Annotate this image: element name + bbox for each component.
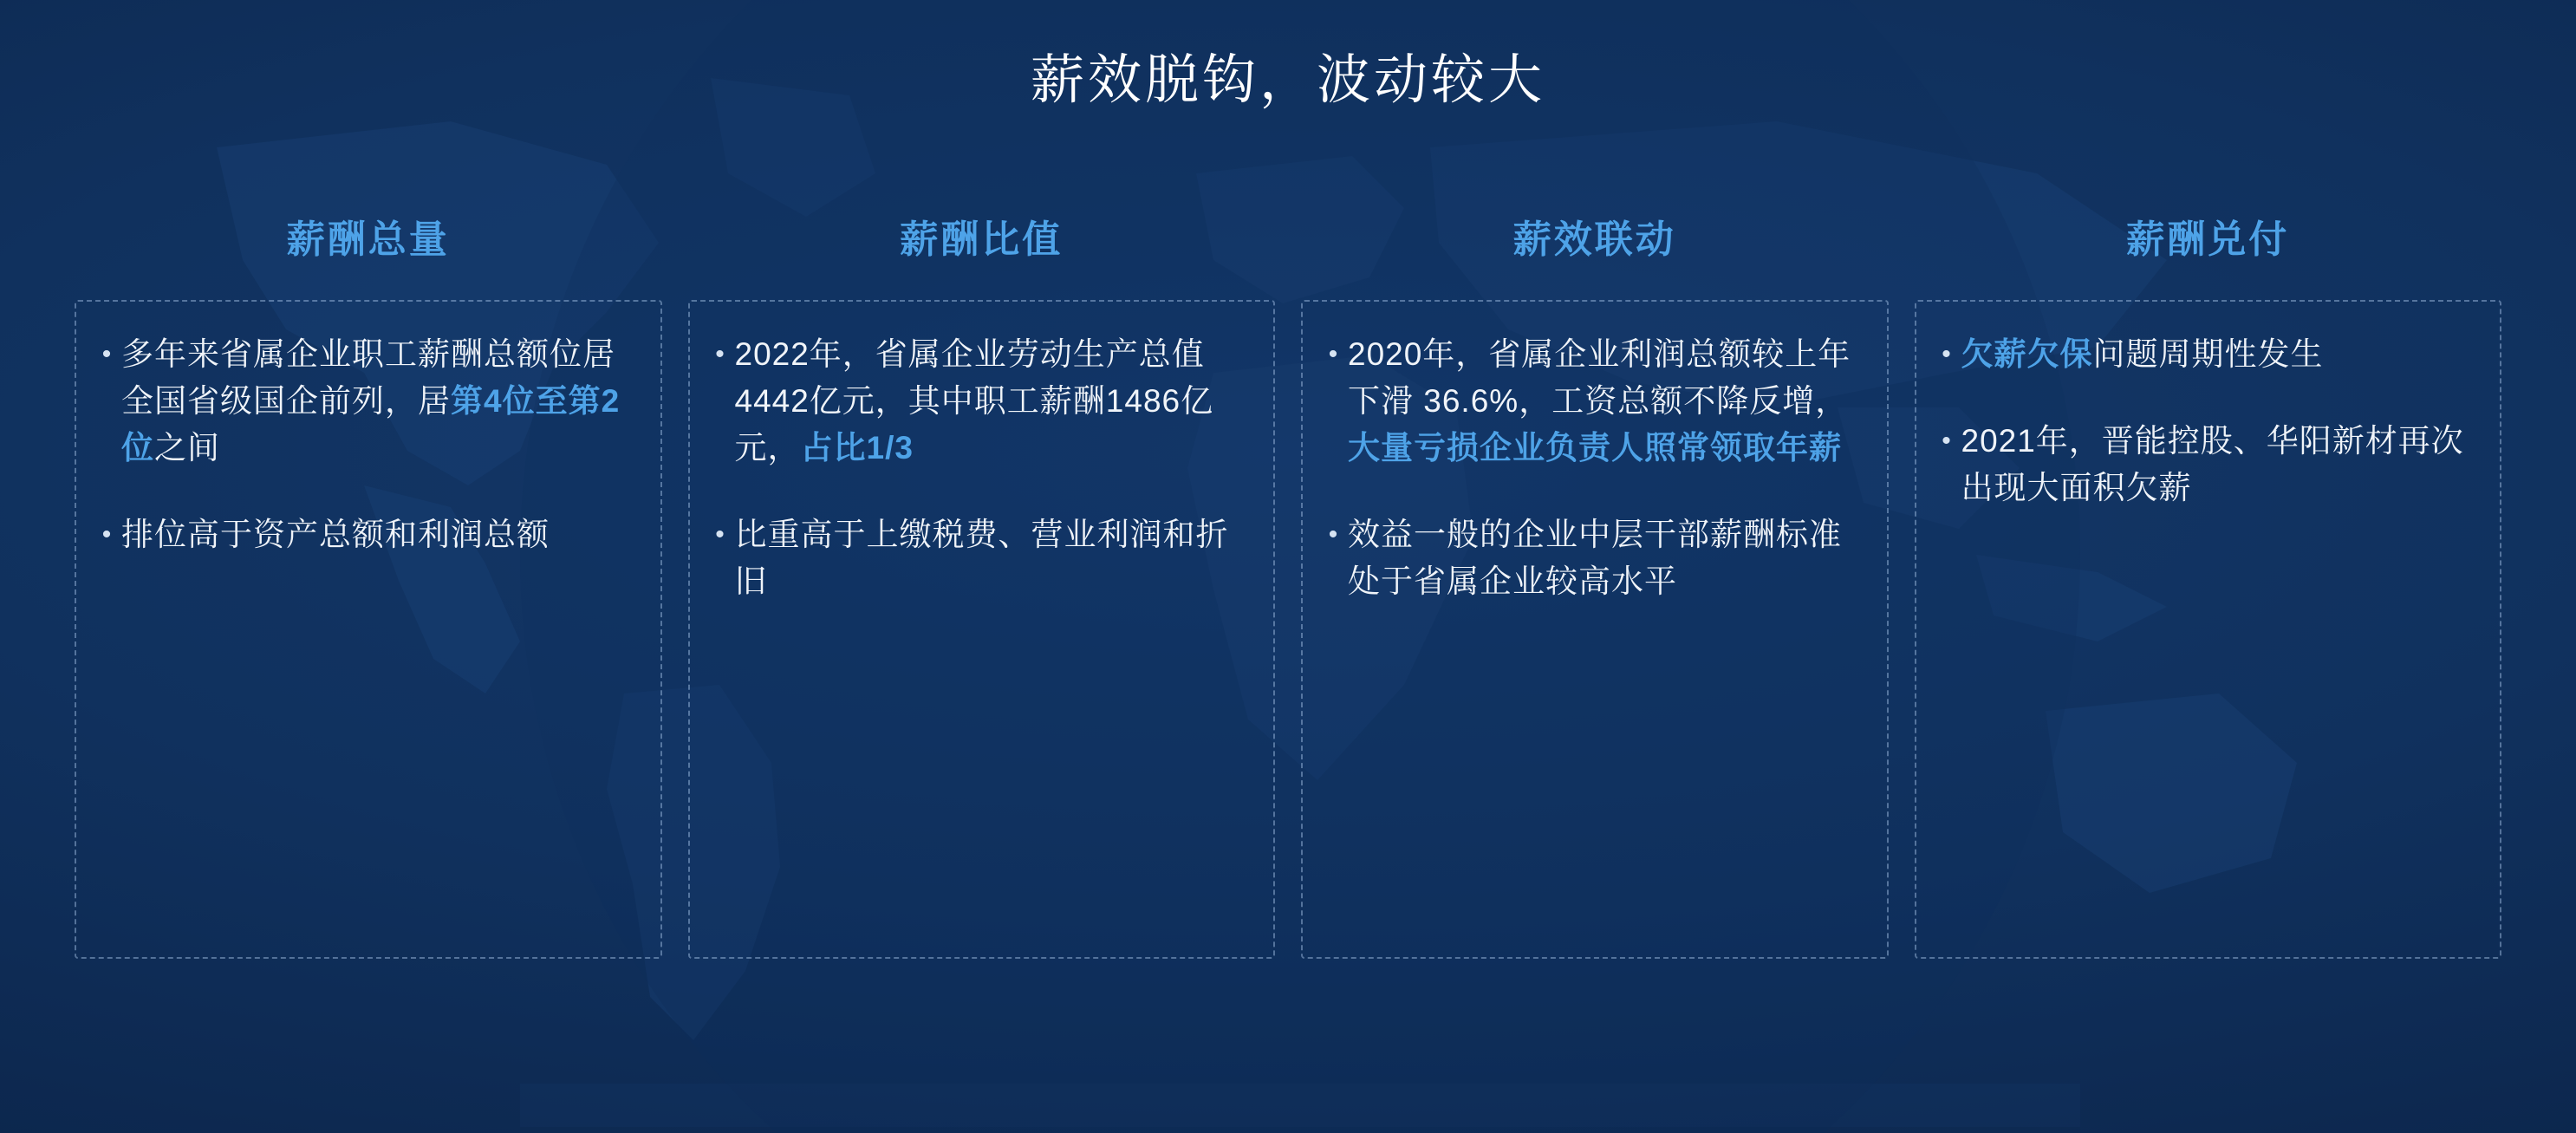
page-title: 薪效脱钩，波动较大: [1030, 50, 1545, 110]
bullet-text-part: 2022年，省属企业劳动生产总值 4442亿元，其中职工薪酬1486亿元，: [734, 336, 1214, 466]
column-body: [688, 300, 1276, 959]
column-pay-performance-link: [1301, 208, 1889, 959]
bullet-text: [1961, 418, 2478, 511]
column-body: [75, 300, 662, 959]
bullet-text-part: 效益一般的企业中层干部薪酬标准处于省属企业较高水平: [1348, 517, 1842, 599]
bullet-marker: •: [1328, 340, 1338, 368]
column-heading: 薪酬比值: [900, 218, 1064, 261]
bullet-text: [121, 511, 550, 558]
list-item: [1932, 418, 2478, 511]
column-heading: 薪效联动: [1512, 218, 1676, 261]
bullet-marker: •: [715, 520, 725, 549]
list-item: [1318, 331, 1864, 472]
bullet-text: [1348, 331, 1864, 472]
bullet-text-part: 排位高于资产总额和利润总额: [121, 517, 550, 552]
column-salary-ratio: [688, 208, 1276, 959]
list-item: [92, 511, 638, 558]
bullet-text: [1348, 511, 1864, 605]
list-item: [706, 511, 1252, 605]
bullet-text-highlight: 占比1/3: [800, 430, 914, 466]
list-item: [92, 331, 638, 472]
list-item: [706, 331, 1252, 472]
bullet-text-highlight: 大量亏损企业负责人照常领取年薪: [1348, 430, 1842, 466]
bullet-text-highlight: 欠薪欠保: [1961, 336, 2093, 372]
column-body: [1301, 300, 1889, 959]
list-item: [1932, 331, 2478, 378]
bullet-marker: •: [1328, 520, 1338, 549]
bullet-marker: •: [101, 340, 112, 368]
bullet-marker: •: [715, 340, 725, 368]
bullet-text: [121, 331, 638, 472]
bullet-text-part: 之间: [154, 430, 220, 466]
column-heading: 薪酬兑付: [2126, 218, 2290, 261]
bullet-text-part: 比重高于上缴税费、营业利润和折旧: [734, 517, 1229, 599]
column-body: [1915, 300, 2502, 959]
bullet-text: [735, 331, 1252, 472]
bullet-text-part: 问题周期性发生: [2092, 336, 2324, 372]
bullet-text: [1961, 331, 2324, 378]
column-heading: 薪酬总量: [286, 218, 450, 261]
list-item: [1318, 511, 1864, 605]
bullet-text-part: 多年来省属企业职工薪酬总额位居全国省级国企前列，居: [121, 336, 615, 419]
column-salary-payment: [1915, 208, 2502, 959]
bullet-text-part: 2020年，省属企业利润总额较上年下滑 36.6%，工资总额不降反增，: [1348, 336, 1851, 419]
bullet-marker: •: [1942, 427, 1951, 455]
bullet-marker: •: [1942, 340, 1951, 368]
bullet-text-highlight: 第4位至第2位: [121, 383, 621, 466]
bullet-text-part: 2021年，晋能控股、华阳新材再次出现大面积欠薪: [1961, 423, 2464, 505]
bullet-marker: •: [101, 520, 112, 549]
bullet-text: [735, 511, 1252, 605]
column-salary-total: [75, 208, 662, 959]
columns-container: [0, 208, 2576, 959]
